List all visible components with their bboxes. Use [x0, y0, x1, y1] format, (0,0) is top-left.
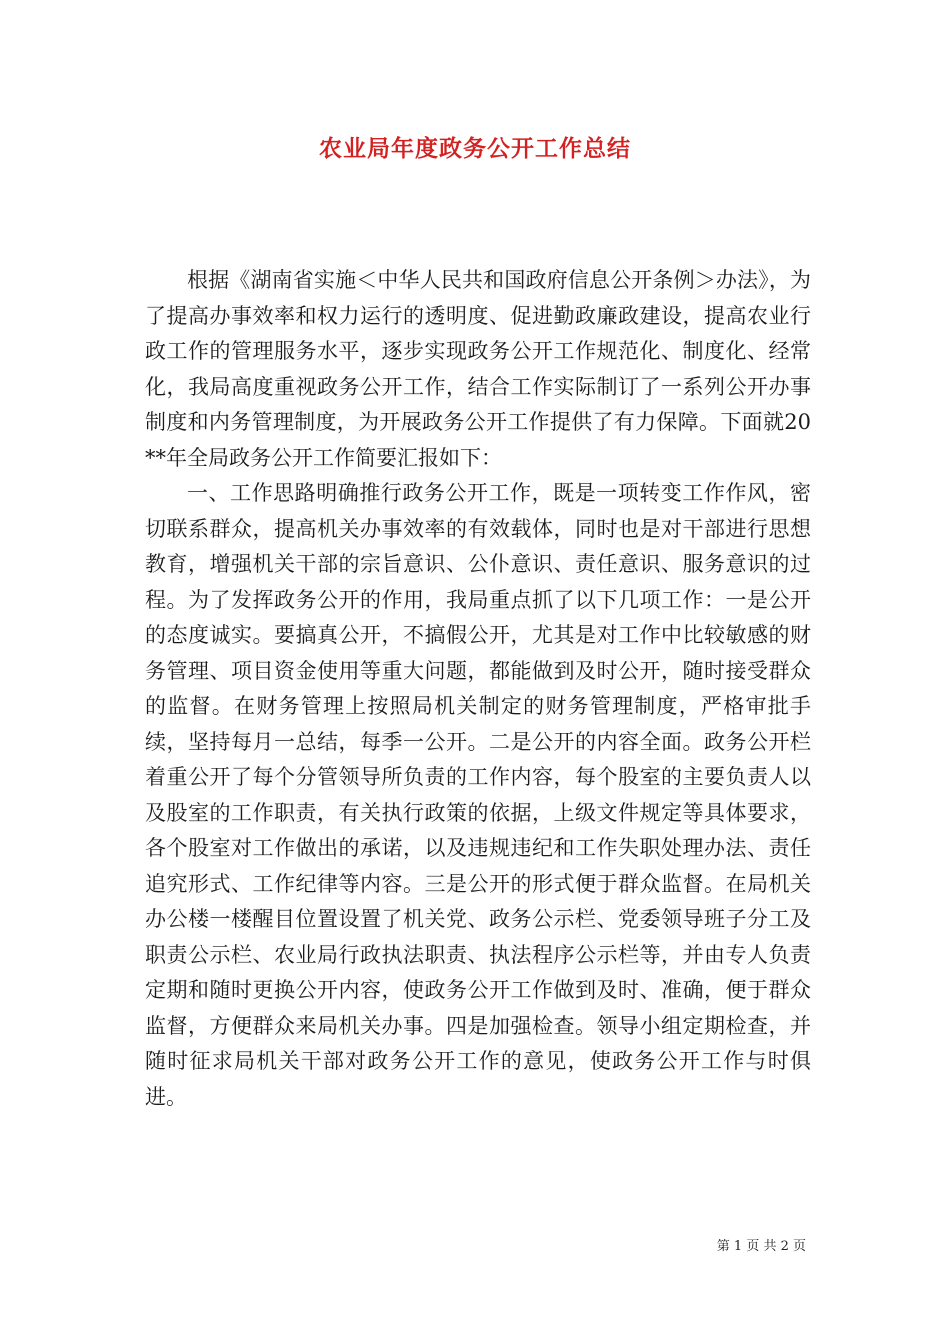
document-title: 农业局年度政务公开工作总结: [319, 135, 631, 162]
page-number-footer: 第 1 页 共 2 页: [716, 1239, 806, 1254]
document-body: [145, 263, 811, 1115]
paragraph-section-1: 一、工作思路明确推行政务公开工作，既是一项转变工作作风，密切联系群众，提高机关办事效率的有效载体，同时也是对干部进行思想教育，增强机关干部的宗旨意识、公仆意识、责任意识、服务意识的过程。为了发挥政务公开的作用，我局重点抓了以下几项工作：一是公开的态度诚实。要搞真公开，不搞假公开，尤其是对工作中比较敏感的财务管理、项目资金使用等重大问题，都能做到及时公开，随时接受群众的监督。在财务管理上按照局机关制定的财务管理制度，严格审批手续，坚持每月一总结，每季一公开。二是公开的内容全面。政务公开栏着重公开了每个分管领导所负责的工作内容，每个股室的主要负责人以及股室的工作职责，有关执行政策的依据，上级文件规定等具体要求，各个股室对工作做出的承诺，以及违规违纪和工作失职处理办法、责任追究形式、工作纪律等内容。三是公开的形式便于群众监督。在局机关办公楼一楼醒目位置设置了机关党、政务公示栏、党委领导班子分工及职责公示栏、农业局行政执法职责、执法程序公示栏等，并由专人负责定期和随时更换公开内容，使政务公开工作做到及时、准确，便于群众监督，方便群众来局机关办事。四是加强检查。领导小组定期检查，并随时征求局机关干部对政务公开工作的意见，使政务公开工作与时俱进。: [145, 481, 811, 1109]
paragraph-intro: 根据《湖南省实施＜中华人民共和国政府信息公开条例＞办法》，为了提高办事效率和权力运行的透明度、促进勤政廉政建设，提高农业行政工作的管理服务水平，逐步实现政务公开工作规范化、制度化、经常化，我局高度重视政务公开工作，结合工作实际制订了一系列公开办事制度和内务管理制度，为开展政务公开工作提供了有力保障。下面就20**年全局政务公开工作简要汇报如下：: [145, 268, 811, 470]
